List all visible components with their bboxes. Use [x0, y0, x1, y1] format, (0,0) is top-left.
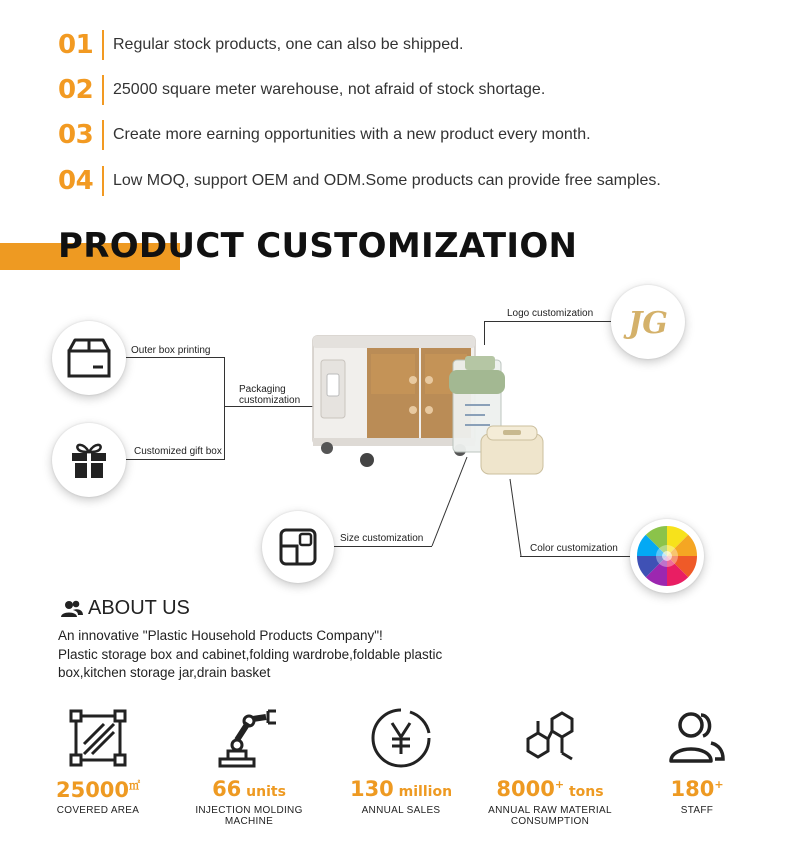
connector	[126, 459, 224, 460]
stat-sup: ㎡	[129, 779, 141, 792]
color-circle	[630, 519, 704, 593]
gift-box-label: Customized gift box	[134, 446, 222, 457]
connector	[520, 556, 630, 557]
feature-text: Low MOQ, support OEM and ODM.Some products can provide free samples.	[113, 172, 661, 189]
size-icon	[279, 528, 317, 566]
gift-box-circle	[52, 423, 126, 497]
color-wheel-icon	[636, 525, 698, 587]
about-text-line: An innovative "Plastic Household Products Company"!	[58, 628, 383, 643]
about-title-text: ABOUT US	[88, 597, 190, 619]
stat-caption: INJECTION MOLDING	[195, 805, 303, 816]
feature-02	[58, 73, 545, 107]
feature-04	[58, 164, 661, 198]
stat-caption: COVERED AREA	[56, 805, 140, 816]
robot-arm-icon	[216, 707, 282, 769]
stat-value: 180	[670, 777, 715, 801]
feature-number: 01	[58, 30, 94, 60]
feature-text: Regular stock products, one can also be shipped.	[113, 36, 464, 53]
stat-sup: +	[554, 778, 565, 791]
stat-unit: million	[393, 784, 453, 800]
feature-divider	[102, 120, 104, 150]
feature-01	[58, 28, 463, 62]
product-cabinet-image	[305, 330, 550, 480]
color-label: Color customization	[530, 543, 618, 554]
stat-injection-machines	[174, 705, 324, 827]
stat-caption: ANNUAL RAW MATERIAL	[488, 805, 612, 816]
molecule-icon	[518, 707, 582, 769]
feature-03	[58, 118, 591, 152]
connector	[334, 546, 432, 547]
stat-sup: +	[714, 778, 724, 791]
box-icon	[65, 337, 113, 379]
stat-value: 8000	[496, 777, 555, 801]
stat-annual-sales	[326, 705, 476, 816]
area-icon	[68, 708, 128, 768]
stat-value: 66	[212, 777, 242, 801]
size-label: Size customization	[340, 533, 424, 544]
stat-staff	[622, 705, 772, 816]
yen-icon	[370, 707, 432, 769]
logo-label: Logo customization	[507, 308, 594, 319]
about-text-line: box,kitchen storage jar,drain basket	[58, 665, 271, 680]
stat-caption: ANNUAL SALES	[361, 805, 441, 816]
feature-text: Create more earning opportunities with a new product every month.	[113, 126, 591, 143]
logo-icon	[622, 302, 674, 342]
outer-box-circle	[52, 321, 126, 395]
stat-value: 25000	[55, 778, 130, 802]
stat-covered-area	[23, 705, 173, 816]
feature-divider	[102, 30, 104, 60]
logo-mark-text: JG	[628, 306, 668, 341]
packaging-label-2: customization	[239, 395, 301, 406]
feature-text: 25000 square meter warehouse, not afraid of stock shortage.	[113, 81, 546, 98]
about-title	[60, 597, 190, 620]
stat-caption: MACHINE	[224, 816, 274, 827]
connector	[484, 321, 611, 322]
feature-divider	[102, 166, 104, 196]
stat-raw-material	[475, 705, 625, 827]
feature-divider	[102, 75, 104, 105]
stat-unit: units	[241, 784, 286, 800]
packaging-label-1: Packaging	[239, 384, 286, 395]
about-text-line: Plastic storage box and cabinet,folding wardrobe,foldable plastic	[58, 647, 443, 662]
connector	[508, 477, 524, 558]
staff-icon	[667, 709, 727, 767]
connector	[224, 357, 225, 460]
feature-number: 02	[58, 75, 94, 105]
feature-number: 03	[58, 120, 94, 150]
customization-heading: PRODUCT CUSTOMIZATION	[58, 226, 578, 266]
stat-value: 130	[349, 777, 394, 801]
gift-icon	[69, 440, 109, 480]
connector	[430, 455, 470, 548]
stat-caption: STAFF	[680, 805, 714, 816]
size-circle	[262, 511, 334, 583]
outer-box-label: Outer box printing	[131, 345, 211, 356]
stat-unit: tons	[564, 784, 604, 800]
connector	[126, 357, 224, 358]
feature-number: 04	[58, 166, 94, 196]
users-icon	[60, 600, 84, 618]
connector	[224, 406, 314, 407]
stat-caption: CONSUMPTION	[510, 816, 590, 827]
connector	[484, 321, 485, 345]
logo-circle	[611, 285, 685, 359]
